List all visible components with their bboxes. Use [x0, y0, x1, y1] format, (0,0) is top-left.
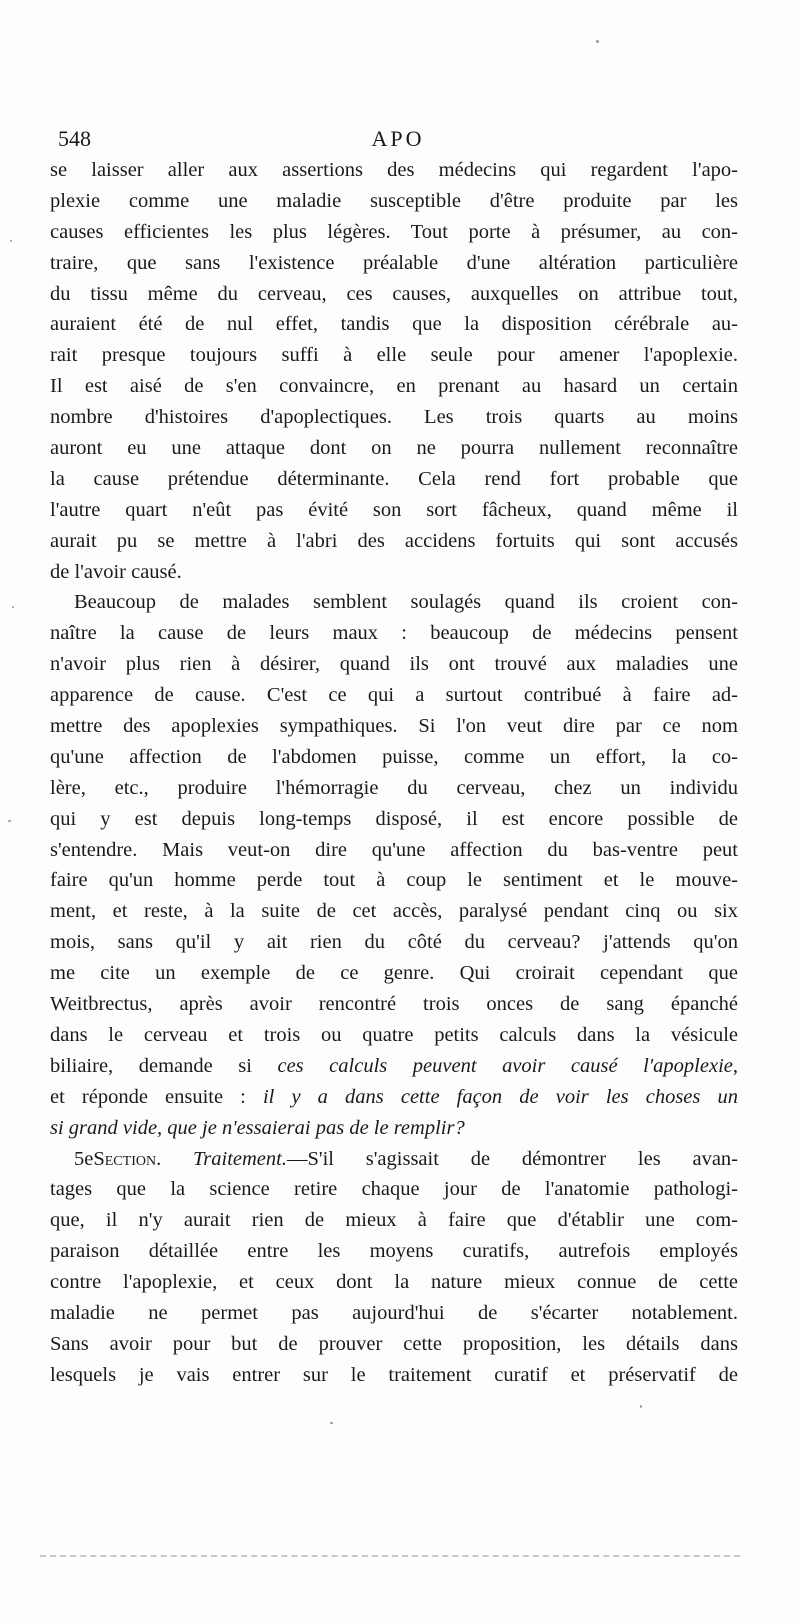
paragraph — [50, 155, 738, 587]
text-line: nombre d'histoires d'apoplectiques. Les trois quarts au moins — [50, 406, 738, 429]
text-line: que, il n'y aurait rien de mieux à faire que d'établir une com- — [50, 1209, 738, 1232]
text-line: mettre des apoplexies sympathiques. Si l'on veut dire par ce nom — [50, 715, 738, 738]
section-heading-line — [50, 1144, 738, 1175]
page-header — [58, 126, 738, 152]
text-line: Sans avoir pour but de prouver cette proposition, les détails dans — [50, 1332, 738, 1355]
section-label: Section. — [93, 1147, 162, 1170]
text-line: plexie comme une maladie susceptible d'être produite par les — [50, 189, 738, 212]
text-run: biliaire, demande si — [50, 1054, 278, 1077]
running-head: APO — [371, 126, 425, 151]
text-line: Il est aisé de s'en convaincre, en prenant au hasard un certain — [50, 375, 738, 398]
text-line: n'avoir plus rien à désirer, quand ils ont trouvé aux maladies une — [50, 653, 738, 676]
text-line: me cite un exemple de ce genre. Qui croirait cependant que — [50, 962, 738, 985]
text-line: rait presque toujours suffi à elle seule pour amener l'apoplexie. — [50, 344, 738, 367]
scan-speck — [330, 1422, 333, 1424]
scan-speck — [640, 1405, 642, 1408]
text-line: qui y est depuis long-temps disposé, il est encore possible de — [50, 807, 738, 830]
italic-quote: il y a dans cette façon de voir les choses un — [262, 1085, 738, 1108]
scan-speck — [8, 820, 11, 822]
text-line — [50, 1082, 738, 1113]
section-title: Traitement. — [193, 1147, 287, 1170]
text-line: si grand vide, que je n'essaierai pas de le remplir? — [50, 1116, 465, 1139]
scan-speck — [12, 606, 14, 608]
text-line: mois, sans qu'il y ait rien du côté du cerveau? j'attends qu'on — [50, 931, 738, 954]
text-line: Weitbrectus, après avoir rencontré trois onces de sang épanché — [50, 993, 738, 1016]
text-line: lesquels je vais entrer sur le traitement curatif et préservatif de — [50, 1363, 738, 1386]
italic-quote: ces calculs peuvent avoir causé l'apoplexie — [277, 1054, 733, 1077]
text-line: auraient été de nul effet, tandis que la disposition cérébrale au- — [50, 313, 738, 336]
paragraph — [50, 587, 738, 1143]
text-line: dans le cerveau et trois ou quatre petits calculs dans la vésicule — [50, 1023, 738, 1046]
scan-edge-dots — [40, 1555, 740, 1561]
text-line: naître la cause de leurs maux : beaucoup de médecins pensent — [50, 622, 738, 645]
text-run: , — [732, 1054, 738, 1077]
text-line: apparence de cause. C'est ce qui a surtout contribué à faire ad- — [50, 684, 738, 707]
text-line: auront eu une attaque dont on ne pourra nullement reconnaître — [50, 437, 738, 460]
text-run: —S'il s'agissait de démontrer les avan- — [286, 1147, 738, 1170]
text-line: ment, et reste, à la suite de cet accès, paralysé pendant cinq ou six — [50, 900, 738, 923]
text-line: se laisser aller aux assertions des médecins qui regardent l'apo- — [50, 159, 738, 181]
text-line: causes efficientes les plus légères. Tout porte à présumer, au con- — [50, 220, 738, 243]
text-line: contre l'apoplexie, et ceux dont la nature mieux connue de cette — [50, 1271, 738, 1294]
text-line: la cause prétendue déterminante. Cela rend fort probable que — [50, 467, 738, 490]
text-line: lère, etc., produire l'hémorragie du cerveau, chez un individu — [50, 776, 738, 799]
text-line: faire qu'un homme perde tout à coup le sentiment et le mouve- — [50, 869, 738, 892]
text-line: traire, que sans l'existence préalable d'une altération particulière — [50, 251, 738, 274]
body-text — [50, 155, 738, 1391]
text-run: et réponde ensuite : — [50, 1085, 263, 1108]
text-line: du tissu même du cerveau, ces causes, auxquelles on attribue tout, — [50, 282, 738, 305]
text-line: qu'une affection de l'abdomen puisse, comme un effort, la co- — [50, 745, 738, 768]
scan-speck — [10, 240, 12, 242]
text-line: maladie ne permet pas aujourd'hui de s'écarter notablement. — [50, 1301, 738, 1324]
text-line: Beaucoup de malades semblent soulagés quand ils croient con- — [74, 591, 738, 614]
paragraph — [50, 1144, 738, 1391]
section-number: 5e — [74, 1147, 94, 1170]
text-line: de l'avoir causé. — [50, 560, 182, 583]
text-line: l'autre quart n'eût pas évité son sort fâcheux, quand même il — [50, 498, 738, 521]
text-line: s'entendre. Mais veut-on dire qu'une affection du bas-ventre peut — [50, 838, 738, 861]
scan-speck — [596, 40, 599, 43]
text-line: tages que la science retire chaque jour de l'anatomie pathologi- — [50, 1178, 738, 1201]
text-line: aurait pu se mettre à l'abri des accidens fortuits qui sont accusés — [50, 529, 738, 552]
text-line — [50, 1051, 738, 1082]
page-number: 548 — [58, 126, 91, 151]
text-line: paraison détaillée entre les moyens curatifs, autrefois employés — [50, 1240, 738, 1263]
